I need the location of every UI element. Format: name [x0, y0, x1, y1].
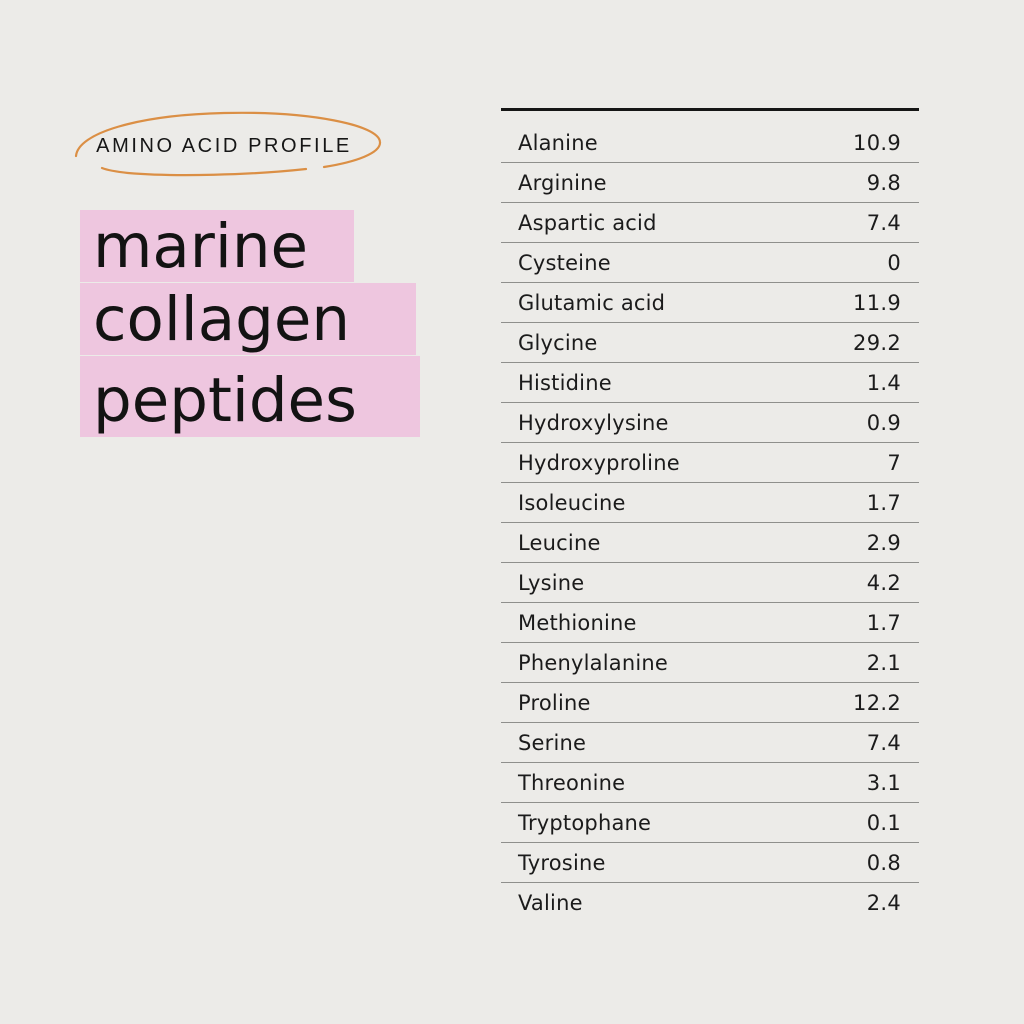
amino-acid-value: 0.8	[866, 850, 901, 875]
amino-acid-name: Methionine	[518, 610, 637, 635]
table-row	[501, 643, 919, 683]
table-row	[501, 323, 919, 363]
amino-acid-value: 2.9	[866, 530, 901, 555]
table-row	[501, 883, 919, 923]
amino-acid-name: Serine	[518, 730, 587, 755]
amino-acid-name: Proline	[518, 690, 591, 715]
amino-acid-name: Hydroxylysine	[518, 410, 669, 435]
amino-acid-name: Tryptophane	[518, 810, 652, 835]
amino-acid-name: Lysine	[518, 570, 585, 595]
amino-table-body	[501, 123, 919, 923]
amino-acid-value: 2.4	[866, 891, 901, 915]
amino-acid-value: 7.4	[866, 210, 901, 235]
table-row	[501, 443, 919, 483]
amino-acid-value: 0	[887, 250, 901, 275]
amino-acid-name: Alanine	[518, 130, 598, 155]
table-row	[501, 283, 919, 323]
table-row	[501, 483, 919, 523]
table-row	[501, 723, 919, 763]
table-row	[501, 683, 919, 723]
headline-line-marine: marine	[80, 210, 354, 282]
table-row	[501, 243, 919, 283]
amino-acid-value: 12.2	[853, 690, 901, 715]
amino-acid-name: Hydroxyproline	[518, 450, 680, 475]
amino-acid-value: 7	[887, 450, 901, 475]
amino-acid-value: 29.2	[853, 330, 901, 355]
headline-line-peptides: peptides	[80, 356, 420, 437]
table-row	[501, 163, 919, 203]
amino-acid-name: Threonine	[518, 770, 626, 795]
amino-acid-value: 0.9	[866, 410, 901, 435]
amino-acid-name: Phenylalanine	[518, 650, 669, 675]
table-row	[501, 803, 919, 843]
amino-acid-value: 3.1	[866, 770, 901, 795]
table-row	[501, 843, 919, 883]
table-row	[501, 363, 919, 403]
badge-label: AMINO ACID PROFILE	[96, 134, 352, 157]
amino-acid-value: 7.4	[866, 730, 901, 755]
amino-acid-name: Isoleucine	[518, 490, 626, 515]
amino-acid-name: Tyrosine	[518, 850, 606, 875]
amino-acid-value: 0.1	[866, 810, 901, 835]
table-row	[501, 763, 919, 803]
amino-acid-name: Glutamic acid	[518, 290, 666, 315]
amino-acid-value: 1.7	[866, 490, 901, 515]
amino-acid-value: 11.9	[853, 290, 901, 315]
table-row	[501, 523, 919, 563]
headline	[80, 210, 420, 438]
table-row	[501, 603, 919, 643]
amino-acid-name: Arginine	[518, 170, 607, 195]
headline-line-collagen: collagen	[80, 283, 416, 355]
amino-acid-value: 1.4	[866, 370, 901, 395]
amino-acid-value: 2.1	[866, 650, 901, 675]
amino-acid-value: 10.9	[853, 130, 901, 155]
amino-acid-value: 9.8	[866, 170, 901, 195]
amino-acid-value: 4.2	[866, 570, 901, 595]
table-row	[501, 563, 919, 603]
amino-acid-name: Glycine	[518, 330, 598, 355]
table-row	[501, 203, 919, 243]
amino-acid-name: Valine	[518, 891, 583, 915]
table-row	[501, 403, 919, 443]
table-row	[501, 123, 919, 163]
amino-acid-name: Leucine	[518, 530, 601, 555]
amino-acid-name: Histidine	[518, 370, 612, 395]
amino-acid-table	[501, 108, 919, 923]
amino-acid-name: Cysteine	[518, 250, 611, 275]
amino-acid-name: Aspartic acid	[518, 210, 657, 235]
amino-acid-value: 1.7	[866, 610, 901, 635]
